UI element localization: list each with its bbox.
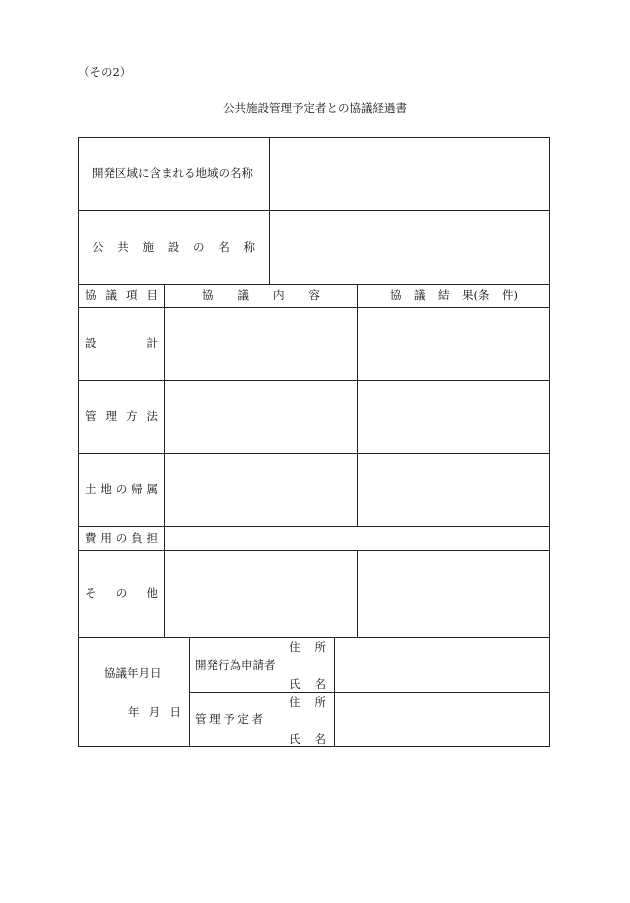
row-divider — [78, 453, 550, 454]
col-divider — [357, 550, 358, 637]
consultation-date-value: 年 月 日 — [128, 705, 181, 719]
manager-address-label: 住 所 — [289, 695, 326, 709]
page-label: （その2） — [78, 65, 132, 79]
row-divider — [78, 550, 550, 551]
column-header-content: 協 議 内 容 — [202, 288, 320, 302]
row-divider — [78, 380, 550, 381]
col-divider — [164, 284, 165, 637]
row-divider — [78, 210, 550, 211]
row-divider — [78, 307, 550, 308]
row-divider — [189, 692, 550, 693]
row-label-design: 設 計 — [85, 336, 158, 350]
facility-name-label: 公 共 施 設 の 名 称 — [92, 240, 255, 254]
col-divider — [334, 637, 335, 747]
form-table — [78, 137, 550, 747]
row-label-land-ownership: 土 地 の 帰 属 — [85, 482, 158, 496]
area-name-label: 開発区域に含まれる地域の名称 — [92, 166, 253, 180]
row-divider — [78, 284, 550, 285]
manager-name-label: 氏 名 — [289, 732, 326, 746]
column-header-item: 協 議 項 目 — [85, 288, 158, 302]
consultation-date-label: 協議年月日 — [104, 666, 162, 680]
row-divider — [78, 637, 550, 638]
row-label-other: そ の 他 — [85, 586, 158, 600]
document-title: 公共施設管理予定者との協議経過書 — [223, 101, 407, 115]
column-header-result: 協 議 結 果(条 件) — [390, 288, 518, 302]
row-label-cost-burden: 費 用 の 負 担 — [85, 531, 158, 545]
col-divider — [189, 637, 190, 747]
row-divider — [78, 526, 550, 527]
row-label-management: 管 理 方 法 — [85, 409, 158, 423]
col-divider — [357, 284, 358, 526]
applicant-address-label: 住 所 — [289, 640, 326, 654]
applicant-label: 開発行為申請者 — [195, 658, 276, 672]
applicant-name-label: 氏 名 — [289, 677, 326, 691]
manager-label: 管 理 予 定 者 — [195, 712, 263, 726]
col-divider — [269, 137, 270, 284]
